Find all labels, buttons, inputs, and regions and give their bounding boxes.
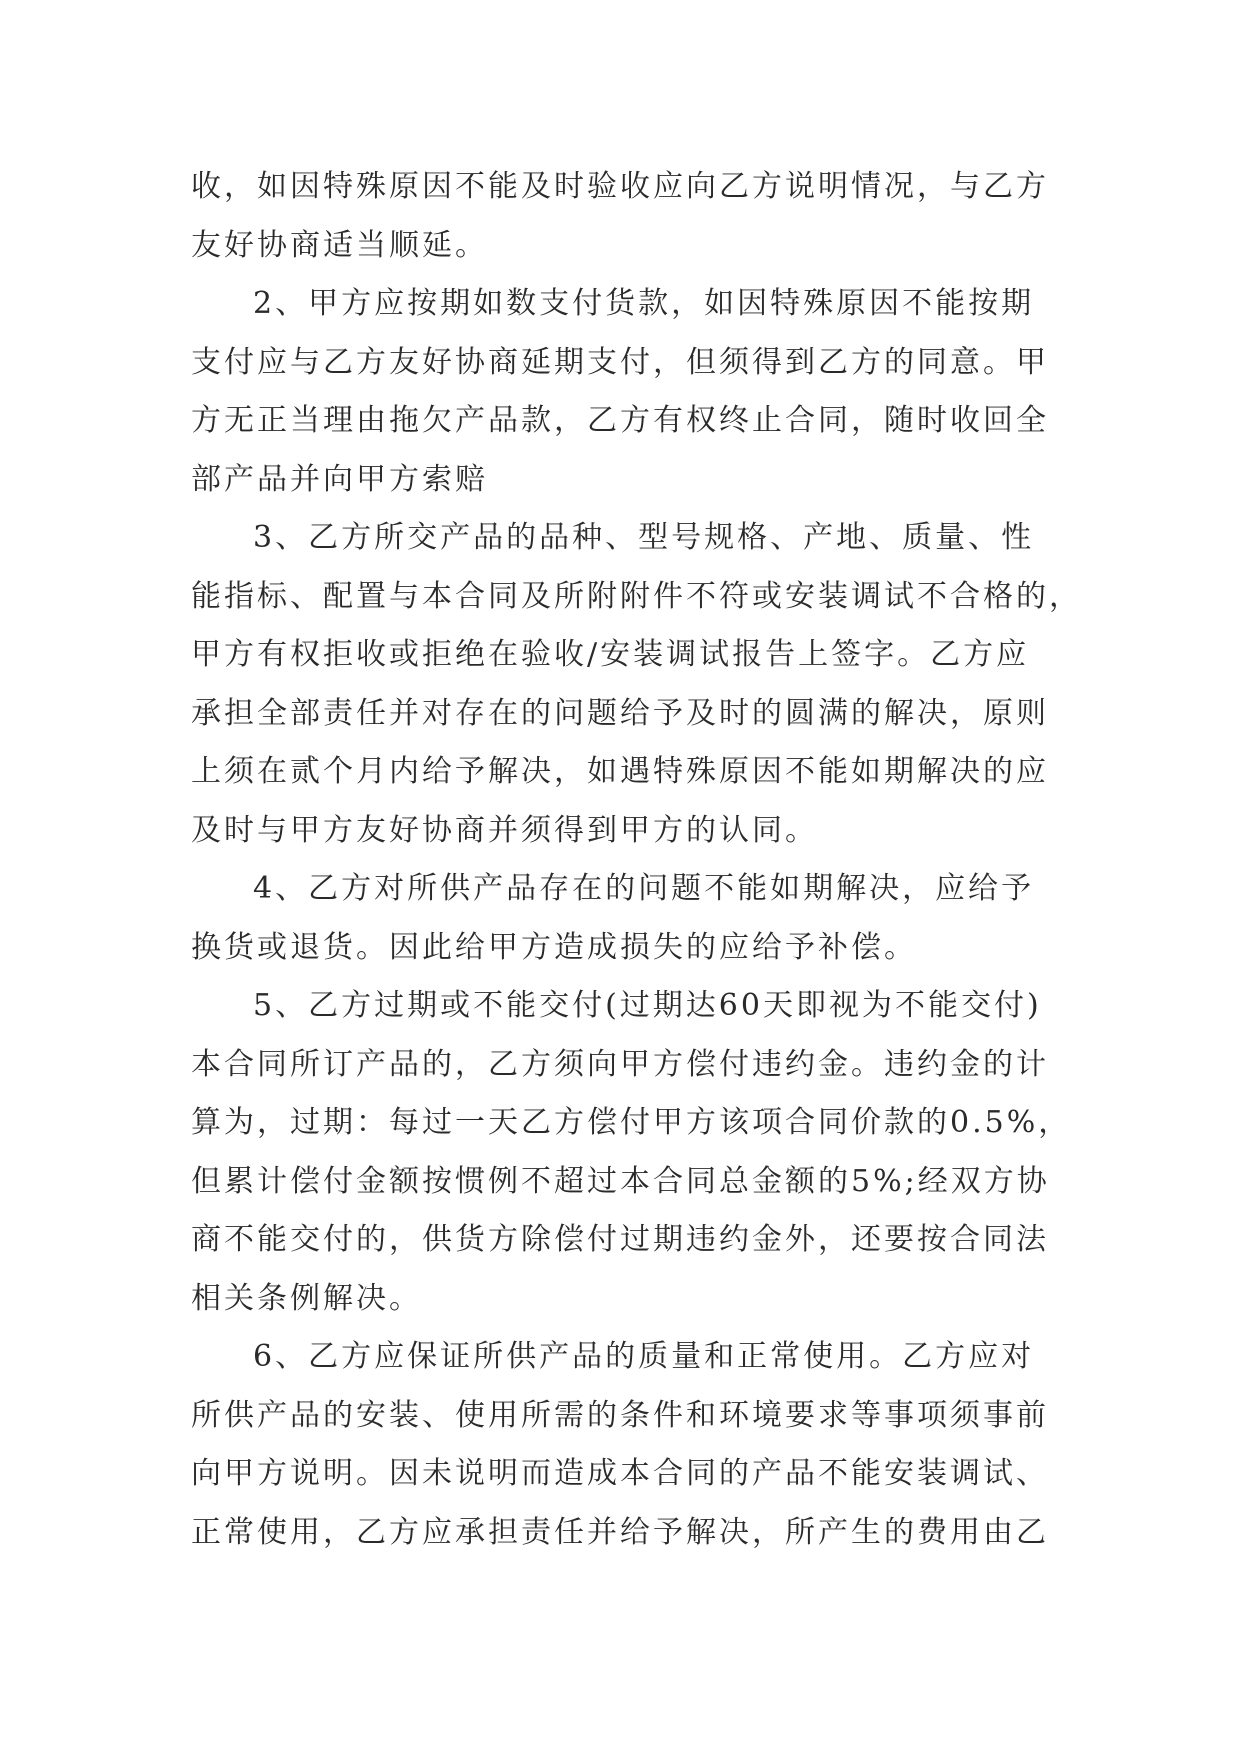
text-line: 及时与甲方友好协商并须得到甲方的认同。 (191, 812, 818, 848)
text-line: 所供产品的安装、使用所需的条件和环境要求等事项须事前 (191, 1397, 1049, 1433)
text-line: 换货或退货。因此给甲方造成损失的应给予补偿。 (191, 929, 917, 965)
text-line: 2、甲方应按期如数支付货款，如因特殊原因不能按期 (253, 286, 1035, 321)
text-line: 正常使用，乙方应承担责任并给予解决，所产生的费用由乙 (191, 1514, 1049, 1550)
text-line: 商不能交付的，供货方除偿付过期违约金外，还要按合同法 (191, 1222, 1049, 1257)
text-line: 3、乙方所交产品的品种、型号规格、产地、质量、性 (253, 520, 1035, 555)
text-line: 算为，过期：每过一天乙方偿付甲方该项合同价款的0.5%， (191, 1105, 1072, 1140)
text-line: 上须在贰个月内给予解决，如遇特殊原因不能如期解决的应 (191, 754, 1049, 789)
text-line: 能指标、配置与本合同及所附附件不符或安装调试不合格的， (191, 578, 1082, 614)
text-line: 5、乙方过期或不能交付(过期达60天即视为不能交付) (253, 988, 1042, 1023)
text-line: 友好协商适当顺延。 (191, 227, 488, 263)
text-line: 本合同所订产品的，乙方须向甲方偿付违约金。违约金的计 (191, 1046, 1049, 1082)
text-line: 支付应与乙方友好协商延期支付，但须得到乙方的同意。甲 (191, 344, 1049, 380)
text-line: 收，如因特殊原因不能及时验收应向乙方说明情况，与乙方 (191, 169, 1049, 204)
text-line: 向甲方说明。因未说明而造成本合同的产品不能安装调试、 (191, 1456, 1049, 1491)
text-line: 4、乙方对所供产品存在的问题不能如期解决，应给予 (253, 871, 1035, 906)
text-line: 甲方有权拒收或拒绝在验收/安装调试报告上签字。乙方应 (191, 637, 1030, 672)
text-line: 方无正当理由拖欠产品款，乙方有权终止合同，随时收回全 (191, 403, 1049, 438)
text-line: 但累计偿付金额按惯例不超过本合同总金额的5%;经双方协 (191, 1163, 1050, 1199)
text-line: 部产品并向甲方索赔 (191, 461, 488, 497)
text-line: 6、乙方应保证所供产品的质量和正常使用。乙方应对 (253, 1339, 1035, 1374)
text-line: 相关条例解决。 (191, 1280, 422, 1316)
contract-text-body (191, 158, 1082, 1562)
text-line: 承担全部责任并对存在的问题给予及时的圆满的解决，原则 (191, 695, 1049, 731)
